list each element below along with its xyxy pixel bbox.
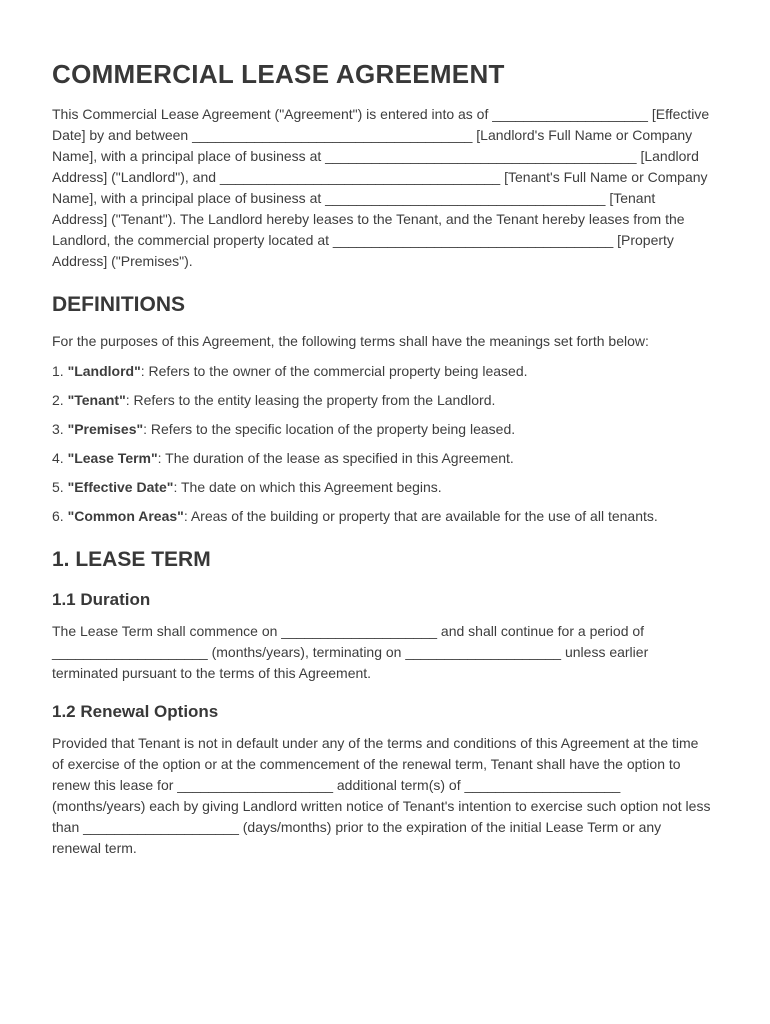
definition-item-effective-date [52,477,712,498]
definitions-lead: For the purposes of this Agreement, the following terms shall have the meanings set forth below: [52,333,649,349]
definition-term: "Effective Date" [67,479,174,495]
definition-item-tenant [52,390,712,411]
intro-paragraph: This Commercial Lease Agreement ("Agreement") is entered into as of ____________________ [Effective Date] by and between ____________________________________ [Landlord's Full Name or Company Name], with a principal place of business at ________________________________________ [Landlord Address] ("Landlord"), and ____________________________________ [Tenant's Full Name or Company Name], with a principal place of business at ____________________________________ [Tenant Address] ("Tenant"). The Landlord hereby leases to the Tenant, and the Tenant hereby leases from the Landlord, the commercial property located at ____________________________________ [Property Address] ("Premises"). [52,106,710,269]
definition-text: : Refers to the owner of the commercial property being leased. [140,363,528,379]
definition-number: 2. [52,392,68,408]
definition-term: "Tenant" [67,392,126,408]
definition-number: 4. [52,450,68,466]
definition-item-lease-term [52,448,712,469]
definition-term: "Common Areas" [67,508,184,524]
document-title: COMMERCIAL LEASE AGREEMENT [52,59,505,89]
subsection-heading-duration: 1.1 Duration [52,590,151,609]
duration-paragraph: The Lease Term shall commence on ____________________ and shall continue for a period of ____________________ (months/years), terminating on ____________________ unless earlier terminated pursuant to the terms of this Agreement. [52,623,649,681]
section-heading-lease-term: 1. LEASE TERM [52,548,211,571]
definition-text: : Refers to the entity leasing the property from the Landlord. [125,392,496,408]
definitions-heading: DEFINITIONS [52,293,186,316]
definition-item-premises [52,419,712,440]
definition-text: : Areas of the building or property that are available for the use of all tenants. [183,508,658,524]
definition-number: 6. [52,508,68,524]
definition-term: "Lease Term" [67,450,158,466]
definition-number: 5. [52,479,68,495]
definition-term: "Premises" [67,421,144,437]
definition-term: "Landlord" [67,363,141,379]
definition-number: 1. [52,363,68,379]
definition-item-common-areas [52,506,712,527]
renewal-options-paragraph: Provided that Tenant is not in default under any of the terms and conditions of this Agreement at the time of exercise of the option or at the commencement of the renewal term, Tenant shall have the option to renew this lease for ____________________ additional term(s) of ____________________ (months/years) each by giving Landlord written notice of Tenant's intention to exercise such option not less than ____________________ (days/months) prior to the expiration of the initial Lease Term or any renewal term. [52,735,711,856]
definition-text: : The date on which this Agreement begins. [173,479,442,495]
definition-item-landlord [52,361,712,382]
definition-number: 3. [52,421,68,437]
definition-text: : The duration of the lease as specified in this Agreement. [157,450,514,466]
definition-text: : Refers to the specific location of the property being leased. [143,421,516,437]
subsection-heading-renewal-options: 1.2 Renewal Options [52,702,219,721]
